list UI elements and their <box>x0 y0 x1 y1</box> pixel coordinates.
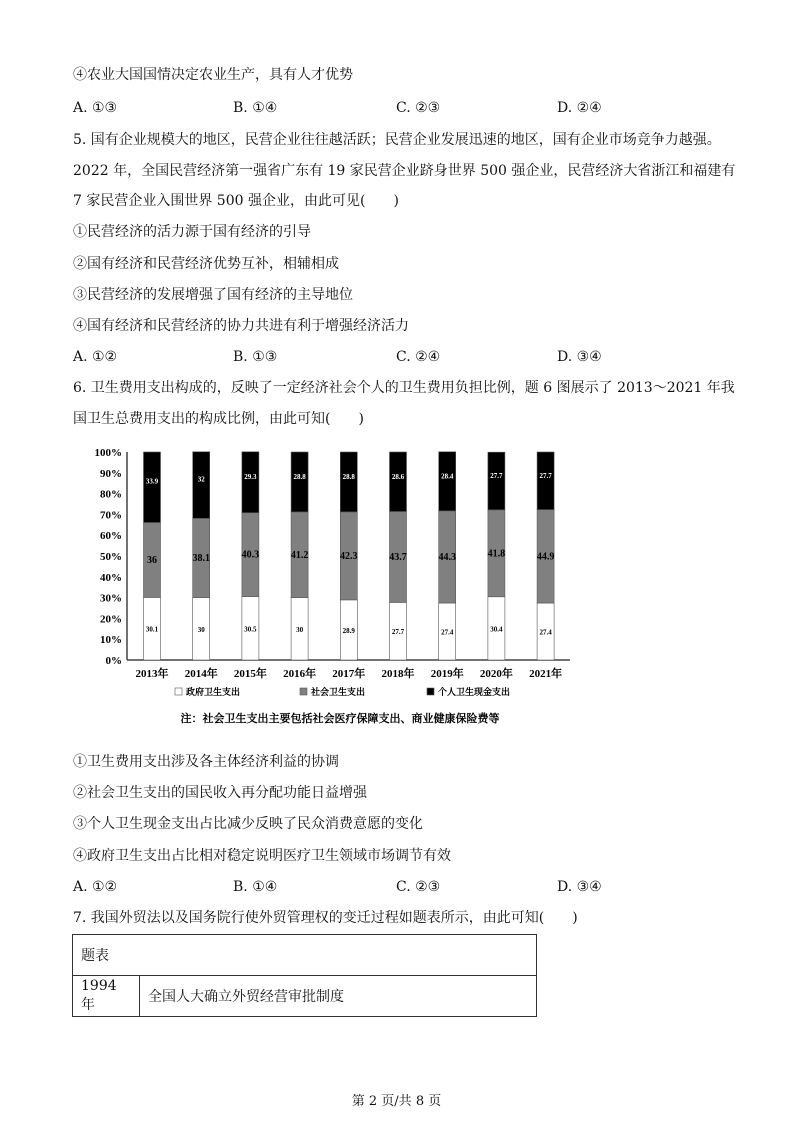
data-label: 28.4 <box>441 472 454 481</box>
y-tick-label: 40% <box>100 571 122 584</box>
y-tick-label: 60% <box>100 530 122 543</box>
data-label: 41.8 <box>487 548 506 560</box>
table-row <box>73 976 537 1017</box>
data-label: 27.7 <box>539 471 552 480</box>
q7-table <box>72 934 537 1017</box>
bar-segment <box>390 452 407 511</box>
bar-segment <box>291 452 308 512</box>
q6-stem-line1: 6. 卫生费用支出构成的，反映了一定经济社会个人的卫生费用负担比例，题 6 图展示了 2013～2021 年我 <box>73 380 735 396</box>
legend-label: 社会卫生支出 <box>311 687 366 697</box>
q5-option-d: D. ③④ <box>557 349 602 365</box>
y-tick-label: 80% <box>100 488 122 501</box>
chart-note: 注：社会卫生支出主要包括社会医疗保障支出、商业健康保险费等 <box>180 713 500 725</box>
q5-item-4: ④国有经济和民营经济的协力共进有利于增强经济活力 <box>73 318 409 334</box>
data-label: 36 <box>147 554 157 566</box>
data-label: 42.3 <box>340 550 358 562</box>
data-label: 30 <box>197 625 205 634</box>
data-label: 28.9 <box>342 626 355 635</box>
y-tick-label: 20% <box>100 613 122 626</box>
data-label: 30.5 <box>244 625 257 634</box>
x-tick-label: 2020年 <box>479 668 513 680</box>
legend-swatch <box>427 688 434 695</box>
q5-item-3: ③民营经济的发展增强了国有经济的主导地位 <box>73 287 353 303</box>
table-cell-year: 1994 年 <box>73 976 140 1017</box>
y-tick-label: 50% <box>100 551 122 563</box>
data-label: 33.9 <box>145 477 159 486</box>
q6-option-b: B. ①④ <box>233 879 278 895</box>
x-tick-label: 2014年 <box>184 668 218 680</box>
q6-item-1: ①卫生费用支出涉及各主体经济利益的协调 <box>73 754 339 770</box>
data-label: 30.4 <box>490 625 503 634</box>
data-label: 27.4 <box>441 628 454 637</box>
q6-item-3: ③个人卫生现金支出占比减少反映了民众消费意愿的变化 <box>73 816 423 832</box>
y-tick-label: 10% <box>100 634 122 647</box>
q6-option-a: A. ①② <box>73 879 118 895</box>
x-tick-label: 2016年 <box>283 668 317 680</box>
bar-segment <box>144 452 161 523</box>
q7-stem: 7. 我国外贸法以及国务院行使外贸管理权的变迁过程如题表所示，由此可知( ) <box>73 910 578 926</box>
data-label: 41.2 <box>290 549 309 561</box>
q6-option-d: D. ③④ <box>557 879 602 895</box>
data-label: 43.7 <box>389 551 407 563</box>
q6-item-4: ④政府卫生支出占比相对稳定说明医疗卫生领域市场调节有效 <box>73 848 451 864</box>
data-label: 28.6 <box>391 472 405 481</box>
x-tick-label: 2019年 <box>430 668 464 680</box>
q6-item-2: ②社会卫生支出的国民收入再分配功能日益增强 <box>73 785 367 801</box>
data-label: 32 <box>197 475 205 484</box>
y-tick-label: 100% <box>94 447 122 459</box>
legend-swatch <box>300 688 307 695</box>
q4-option-b: B. ①④ <box>233 100 278 116</box>
bar-segment <box>537 452 554 510</box>
table-cell-event: 全国人大确立外贸经营审批制度 <box>140 976 537 1017</box>
data-label: 40.3 <box>241 549 260 561</box>
x-tick-label: 2018年 <box>381 668 415 680</box>
q5-option-a: A. ①② <box>73 349 118 365</box>
x-tick-label: 2015年 <box>233 668 267 680</box>
data-label: 30 <box>296 625 304 634</box>
bar-segment <box>439 452 456 511</box>
q4-option-c: C. ②③ <box>396 100 441 116</box>
table-title: 题表 <box>73 935 537 976</box>
q5-stem-line1: 5. 国有企业规模大的地区，民营企业往往越活跃；民营企业发展迅速的地区，国有企业市场竞争力越强。 <box>73 132 721 148</box>
q5-stem-line3: 7 家民营企业入围世界 500 强企业，由此可见( ) <box>73 193 399 209</box>
data-label: 29.3 <box>244 473 257 482</box>
x-tick-label: 2017年 <box>332 668 366 680</box>
data-label: 27.7 <box>391 628 405 637</box>
q4-option-d: D. ②④ <box>557 100 602 116</box>
bar-segment <box>340 452 357 512</box>
data-label: 27.7 <box>490 472 503 481</box>
y-tick-label: 0% <box>105 655 122 667</box>
legend-label: 政府卫生支出 <box>186 687 241 697</box>
q5-item-2: ②国有经济和民营经济优势互补，相辅相成 <box>73 256 339 272</box>
q6-option-c: C. ②③ <box>396 879 441 895</box>
q5-option-b: B. ①③ <box>233 349 278 365</box>
y-tick-label: 30% <box>100 592 122 605</box>
q4-item-4: ④农业大国国情决定农业生产，具有人才优势 <box>73 67 353 83</box>
bar-segment <box>488 452 505 510</box>
bar-segment <box>193 452 210 519</box>
q5-stem-line2: 2022 年，全国民营经济第一强省广东有 19 家民营企业跻身世界 500 强企业，民营经济大省浙江和福建有 <box>73 163 736 179</box>
data-label: 44.9 <box>536 551 555 563</box>
q4-option-a: A. ①③ <box>73 100 118 116</box>
x-tick-label: 2021年 <box>529 668 563 680</box>
data-label: 38.1 <box>192 552 210 564</box>
data-label: 28.8 <box>342 472 355 481</box>
page-footer: 第 2 页/共 8 页 <box>351 1094 442 1109</box>
x-tick-label: 2013年 <box>135 668 169 680</box>
data-label: 28.8 <box>293 472 306 481</box>
q5-item-1: ①民营经济的活力源于国有经济的引导 <box>73 224 311 240</box>
legend-label: 个人卫生现金支出 <box>438 687 511 697</box>
q5-option-c: C. ②④ <box>396 349 441 365</box>
y-tick-label: 90% <box>100 467 122 480</box>
y-tick-label: 70% <box>100 509 122 522</box>
data-label: 30.1 <box>145 625 159 634</box>
health-expenditure-chart <box>70 440 610 730</box>
data-label: 27.4 <box>539 628 552 637</box>
bar-segment <box>242 452 259 513</box>
legend-swatch <box>175 688 182 695</box>
q6-stem-line2: 国卫生总费用支出的构成比例，由此可知( ) <box>73 411 364 427</box>
data-label: 44.3 <box>438 551 456 563</box>
